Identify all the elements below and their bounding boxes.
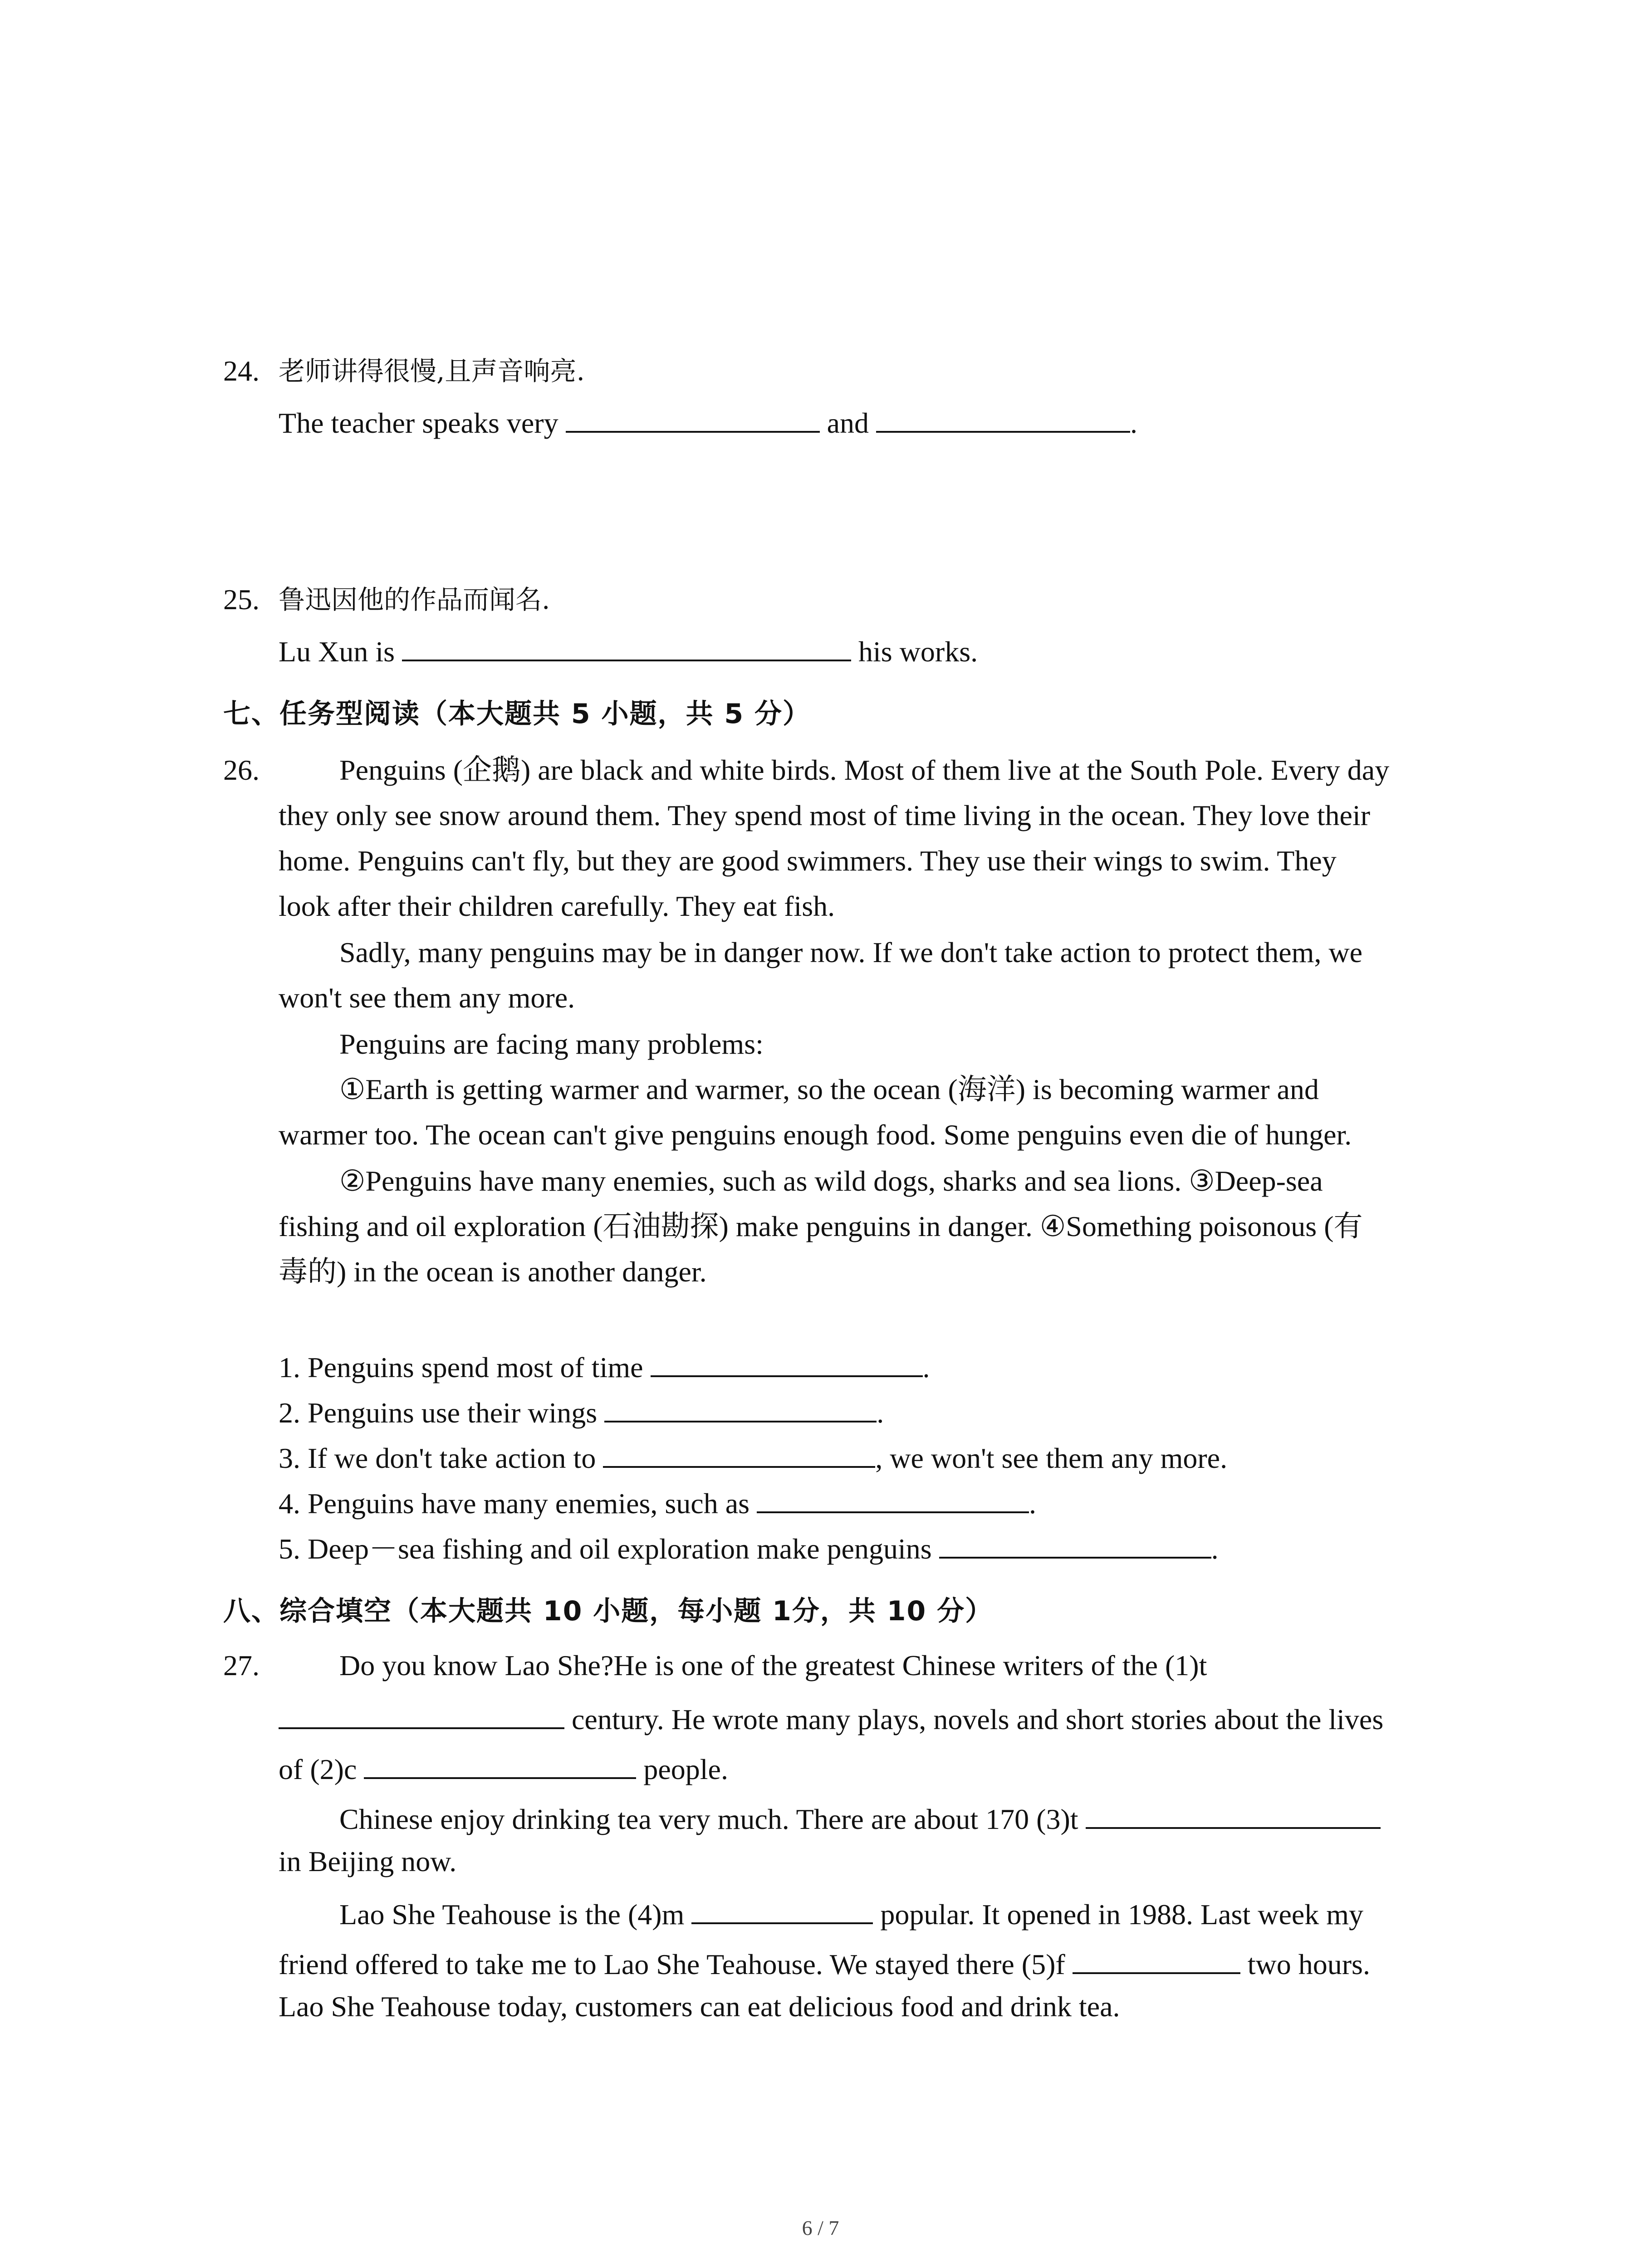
q27-a-line3 xyxy=(279,1745,728,1791)
q27-b-line2: in Beijing now. xyxy=(279,1845,457,1877)
q26-item-2-end: . xyxy=(877,1397,884,1429)
page-number: 6 / 7 xyxy=(802,2216,839,2239)
q26-item-2 xyxy=(279,1388,884,1435)
section-7-heading: 七、任务型阅读（本大题共 5 小题，共 5 分） xyxy=(223,698,811,730)
q26-item-3-blank[interactable] xyxy=(603,1433,875,1468)
q27-a-line3-post: people. xyxy=(643,1753,728,1785)
q27-b-line1 xyxy=(339,1794,1381,1841)
q27-blank-1[interactable] xyxy=(279,1695,564,1729)
q26-item-1-text: 1. Penguins spend most of time xyxy=(279,1351,643,1383)
q24-blank-2[interactable] xyxy=(876,398,1130,433)
q26-item-3-end: , we won't see them any more. xyxy=(875,1442,1228,1474)
q27-c-line2-pre: friend offered to take me to Lao She Teahouse. We stayed there (5)f xyxy=(279,1948,1065,1980)
q27-blank-2[interactable] xyxy=(364,1745,636,1779)
q26-p1-line4: look after their children carefully. They eat fish. xyxy=(279,890,835,922)
q26-item-1-blank[interactable] xyxy=(651,1343,923,1377)
q25-text-2: his works. xyxy=(858,635,978,668)
q24-text-2: and xyxy=(827,407,869,439)
q26-p5-line1: ②Penguins have many enemies, such as wild dogs, sharks and sea lions. ③Deep-sea xyxy=(339,1165,1323,1197)
q27-a-line2 xyxy=(279,1695,1383,1741)
q26-item-2-blank[interactable] xyxy=(604,1388,877,1422)
q24-sentence xyxy=(279,398,1137,445)
q26-item-5-end: . xyxy=(1211,1533,1219,1565)
q27-c-line1-post: popular. It opened in 1988. Last week my xyxy=(880,1898,1364,1931)
q27-c-line1 xyxy=(339,1890,1363,1936)
q26-item-4-text: 4. Penguins have many enemies, such as xyxy=(279,1487,749,1520)
q27-c-line1-pre: Lao She Teahouse is the (4)m xyxy=(339,1898,685,1931)
q26-item-5-text: 5. Deep－sea fishing and oil exploration make penguins xyxy=(279,1533,932,1565)
q25-number: 25. xyxy=(223,583,260,616)
q24-text-1: The teacher speaks very xyxy=(279,407,558,439)
q24-number: 24. xyxy=(223,355,260,387)
q26-p1-line2: they only see snow around them. They spend most of time living in the ocean. They love their xyxy=(279,799,1371,831)
q26-p3: Penguins are facing many problems: xyxy=(339,1028,764,1060)
q26-item-5-blank[interactable] xyxy=(939,1524,1211,1559)
q26-p4-line1: ①Earth is getting warmer and warmer, so the ocean (海洋) is becoming warmer and xyxy=(339,1073,1319,1105)
q27-a-line2-text: century. He wrote many plays, novels and short stories about the lives xyxy=(572,1703,1384,1735)
q26-item-1 xyxy=(279,1343,930,1389)
q26-number: 26. xyxy=(223,754,260,786)
q24-prompt: 老师讲得很慢,且声音响亮. xyxy=(279,356,585,386)
q27-number: 27. xyxy=(223,1649,260,1681)
q27-b-line1-text: Chinese enjoy drinking tea very much. There are about 170 (3)t xyxy=(339,1803,1078,1835)
q27-c-line2 xyxy=(279,1940,1370,1986)
q26-item-4-blank[interactable] xyxy=(757,1479,1029,1513)
q26-p2-line1: Sadly, many penguins may be in danger now. If we don't take action to protect them, we xyxy=(339,936,1363,968)
q26-p5-line2: fishing and oil exploration (石油勘探) make penguins in danger. ④Something poisonous (有 xyxy=(279,1210,1363,1242)
q27-blank-5[interactable] xyxy=(1073,1940,1240,1974)
q25-text-1: Lu Xun is xyxy=(279,635,395,668)
q27-blank-4[interactable] xyxy=(691,1890,873,1924)
q27-a-line3-pre: of (2)c xyxy=(279,1753,357,1785)
q24-blank-1[interactable] xyxy=(566,398,820,433)
q26-item-4 xyxy=(279,1479,1036,1525)
q26-item-2-text: 2. Penguins use their wings xyxy=(279,1397,598,1429)
q27-c-line2-post: two hours. xyxy=(1247,1948,1370,1980)
q26-item-5 xyxy=(279,1524,1219,1571)
q26-p1-line3: home. Penguins can't fly, but they are good swimmers. They use their wings to swim. They xyxy=(279,845,1337,877)
q27-blank-3[interactable] xyxy=(1086,1794,1381,1829)
q27-a-line1: Do you know Lao She?He is one of the greatest Chinese writers of the (1)t xyxy=(339,1649,1207,1681)
q26-p2-line2: won't see them any more. xyxy=(279,982,575,1014)
q26-item-1-end: . xyxy=(922,1351,930,1383)
q26-p4-line2: warmer too. The ocean can't give penguins enough food. Some penguins even die of hunger. xyxy=(279,1119,1352,1151)
q27-c-line3: Lao She Teahouse today, customers can eat delicious food and drink tea. xyxy=(279,1990,1120,2023)
q26-item-4-end: . xyxy=(1029,1487,1036,1520)
q26-p5-line3: 毒的) in the ocean is another danger. xyxy=(279,1256,707,1288)
q26-p1-line1: Penguins (企鹅) are black and white birds. Most of them live at the South Pole. Every day xyxy=(339,754,1390,786)
q26-item-3 xyxy=(279,1433,1227,1480)
section-8-heading: 八、综合填空（本大题共 10 小题，每小题 1分，共 10 分） xyxy=(223,1595,994,1627)
q26-item-3-text: 3. If we don't take action to xyxy=(279,1442,596,1474)
q24-text-3: . xyxy=(1130,407,1137,439)
q25-prompt: 鲁迅因他的作品而闻名. xyxy=(279,584,550,615)
q25-blank[interactable] xyxy=(402,627,851,661)
q25-sentence xyxy=(279,627,978,674)
